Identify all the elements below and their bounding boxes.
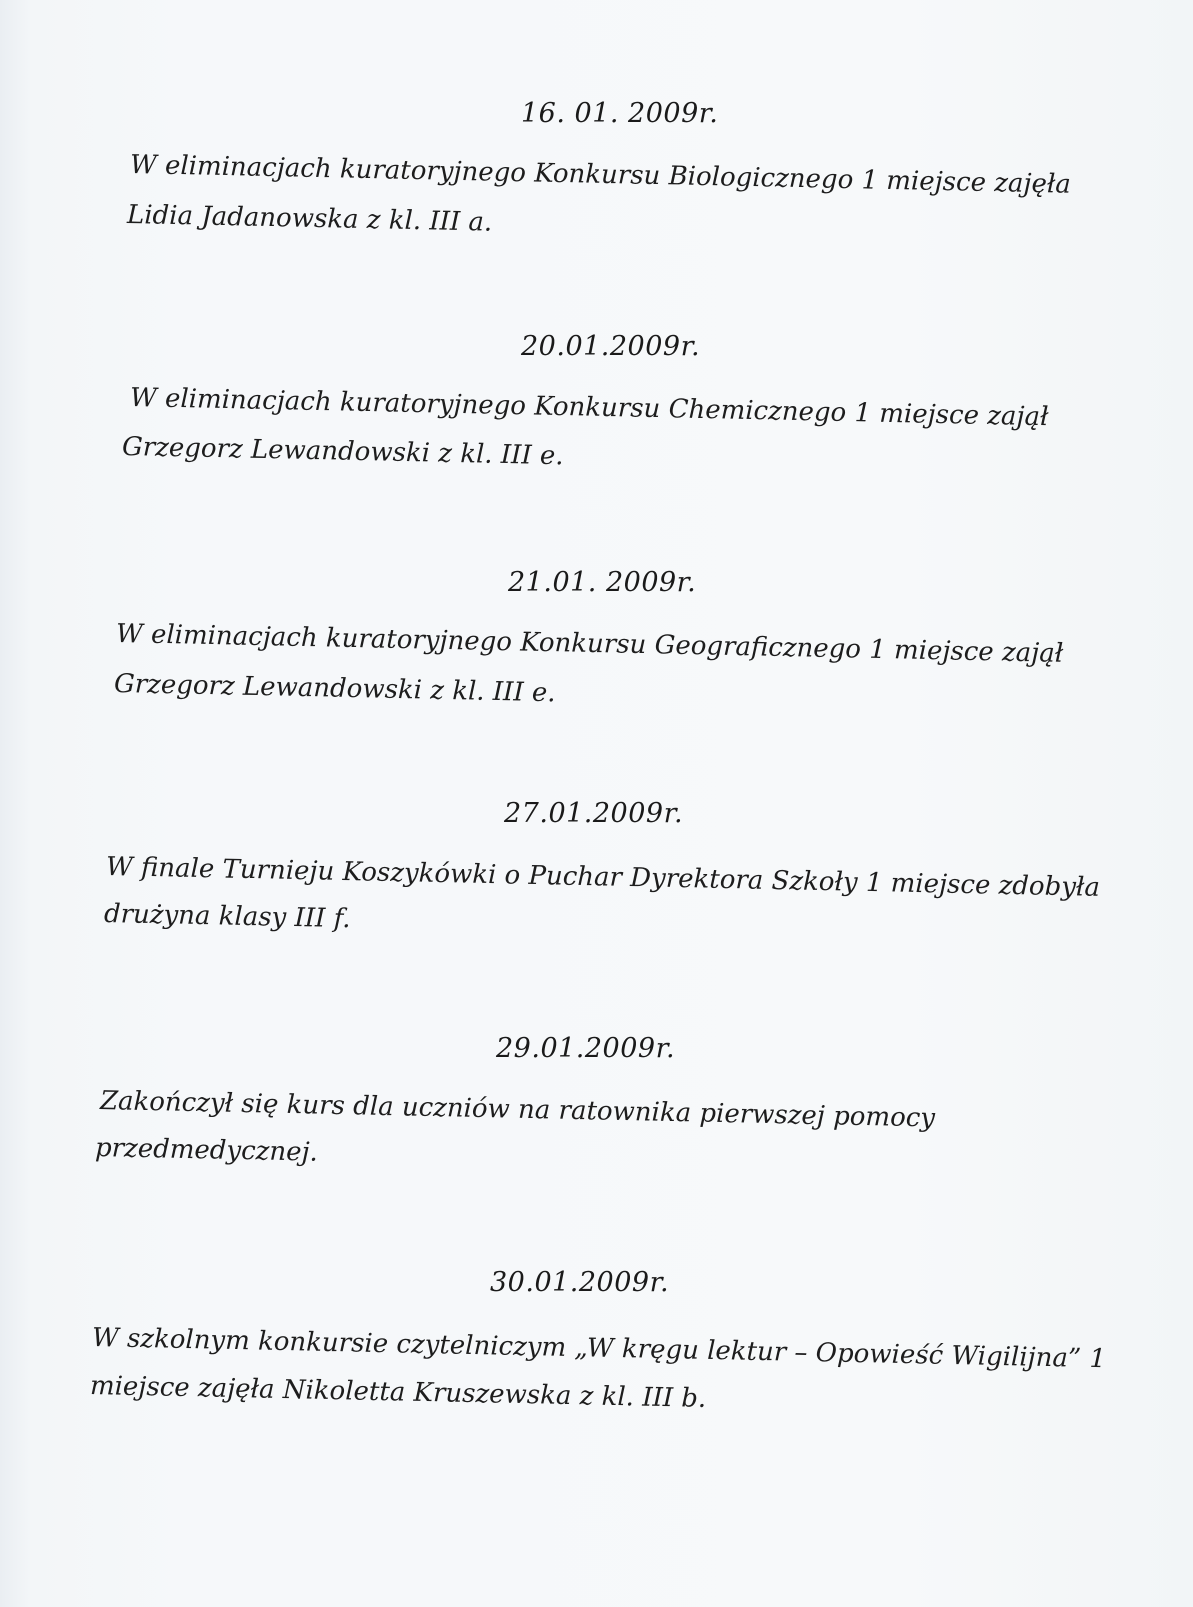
- entry-date: 30.01.2009r.: [490, 1267, 670, 1298]
- entry-text-line: Zakończył się kurs dla uczniów na ratownika pierwszej pomocy: [99, 1086, 936, 1134]
- entry-text-line: miejsce zajęła Nikoletta Kruszewska z kl. III b.: [89, 1371, 707, 1414]
- entry-text-line: W eliminacjach kuratoryjnego Konkursu Biologicznego 1 miejsce zajęła: [129, 150, 1072, 200]
- entry-text-line: W szkolnym konkursie czytelniczym „W kręgu lektur – Opowieść Wigilijna” 1: [91, 1323, 1107, 1375]
- entry-date: 29.01.2009r.: [496, 1033, 676, 1064]
- entry-date: 20.01.2009r.: [521, 331, 701, 362]
- entry-text-line: drużyna klasy III f.: [103, 899, 351, 935]
- entry-text-line: Lidia Jadanowska z kl. III a.: [126, 200, 493, 238]
- entry-date: 16. 01. 2009r.: [521, 98, 719, 129]
- entry-text-line: przedmedycznej.: [94, 1133, 319, 1168]
- entry-text-line: W finale Turnieju Koszykówki o Puchar Dyrektora Szkoły 1 miejsce zdobyła: [105, 852, 1101, 903]
- entry-text-line: W eliminacjach kuratoryjnego Konkursu Geograficznego 1 miejsce zajął: [115, 619, 1064, 669]
- entry-text-line: Grzegorz Lewandowski z kl. III e.: [113, 669, 556, 709]
- entry-date: 27.01.2009r.: [504, 798, 684, 829]
- entry-date: 21.01. 2009r.: [508, 567, 697, 598]
- entry-text-line: W eliminacjach kuratoryjnego Konkursu Chemicznego 1 miejsce zajął: [129, 383, 1049, 433]
- entry-text-line: Grzegorz Lewandowski z kl. III e.: [121, 432, 564, 472]
